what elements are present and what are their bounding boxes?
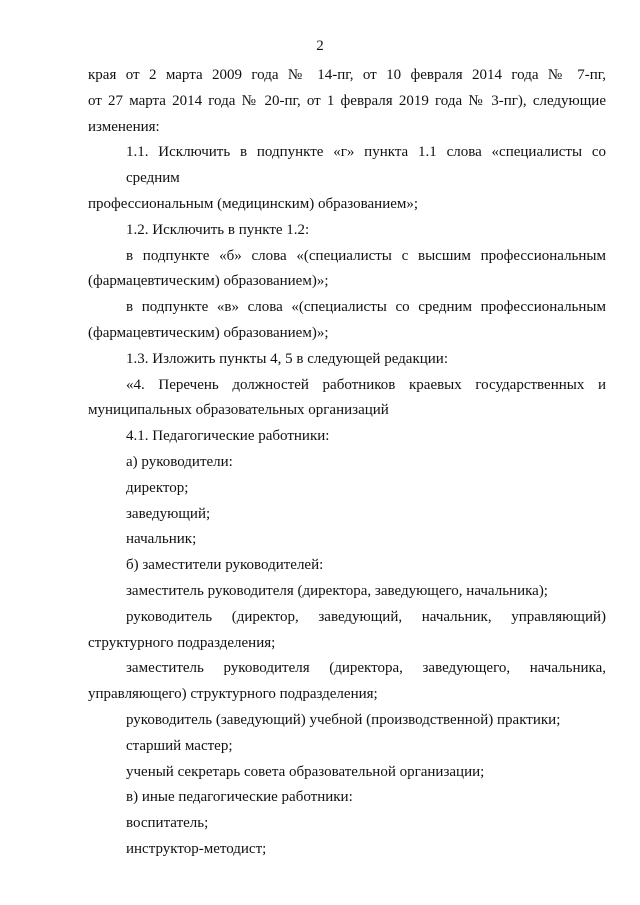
text-line: 1.3. Изложить пункты 4, 5 в следующей редакции: bbox=[126, 350, 448, 367]
text-line: управляющего) структурного подразделения; bbox=[88, 686, 378, 703]
text-line: заместитель руководителя (директора, заведующего, начальника, bbox=[126, 660, 606, 677]
text-line: ученый секретарь совета образовательной организации; bbox=[126, 763, 485, 780]
text-line: руководитель (директор, заведующий, начальник, управляющий) bbox=[126, 608, 606, 625]
text-line: а) руководители: bbox=[126, 453, 233, 470]
text-line: структурного подразделения; bbox=[88, 634, 276, 651]
text-line: изменения: bbox=[88, 118, 160, 135]
text-line: начальник; bbox=[126, 531, 197, 548]
text-line: от 27 марта 2014 года № 20-пг, от 1 февраля 2019 года № 3-пг), следующие bbox=[88, 92, 606, 109]
text-line: (фармацевтическим) образованием)»; bbox=[88, 324, 329, 341]
document-body bbox=[88, 63, 606, 863]
text-line: в подпункте «б» слова «(специалисты с высшим профессиональным bbox=[126, 247, 606, 264]
text-line: 1.2. Исключить в пункте 1.2: bbox=[126, 221, 310, 238]
text-line: (фармацевтическим) образованием)»; bbox=[88, 273, 329, 290]
text-line: руководитель (заведующий) учебной (производственной) практики; bbox=[126, 711, 561, 728]
page-number: 2 bbox=[316, 38, 324, 54]
text-line: воспитатель; bbox=[126, 815, 209, 832]
text-line: 4.1. Педагогические работники: bbox=[126, 428, 330, 445]
text-line: заместитель руководителя (директора, заведующего, начальника); bbox=[126, 582, 548, 599]
text-line: 1.1. Исключить в подпункте «г» пункта 1.1 слова «специалисты со средним bbox=[126, 144, 606, 187]
text-line: в) иные педагогические работники: bbox=[126, 789, 353, 806]
text-line: края от 2 марта 2009 года № 14-пг, от 10 февраля 2014 года № 7-пг, bbox=[88, 67, 606, 83]
text-line: в подпункте «в» слова «(специалисты со средним профессиональным bbox=[126, 299, 606, 316]
text-line: директор; bbox=[126, 479, 189, 496]
text-line: инструктор-методист; bbox=[126, 840, 267, 857]
text-line: б) заместители руководителей: bbox=[126, 557, 324, 574]
text-line: «4. Перечень должностей работников краевых государственных и bbox=[126, 376, 606, 393]
text-line: профессиональным (медицинским) образованием»; bbox=[88, 195, 419, 212]
text-line: муниципальных образовательных организаций bbox=[88, 402, 389, 419]
text-line: заведующий; bbox=[126, 505, 211, 522]
text-line: старший мастер; bbox=[126, 737, 233, 754]
